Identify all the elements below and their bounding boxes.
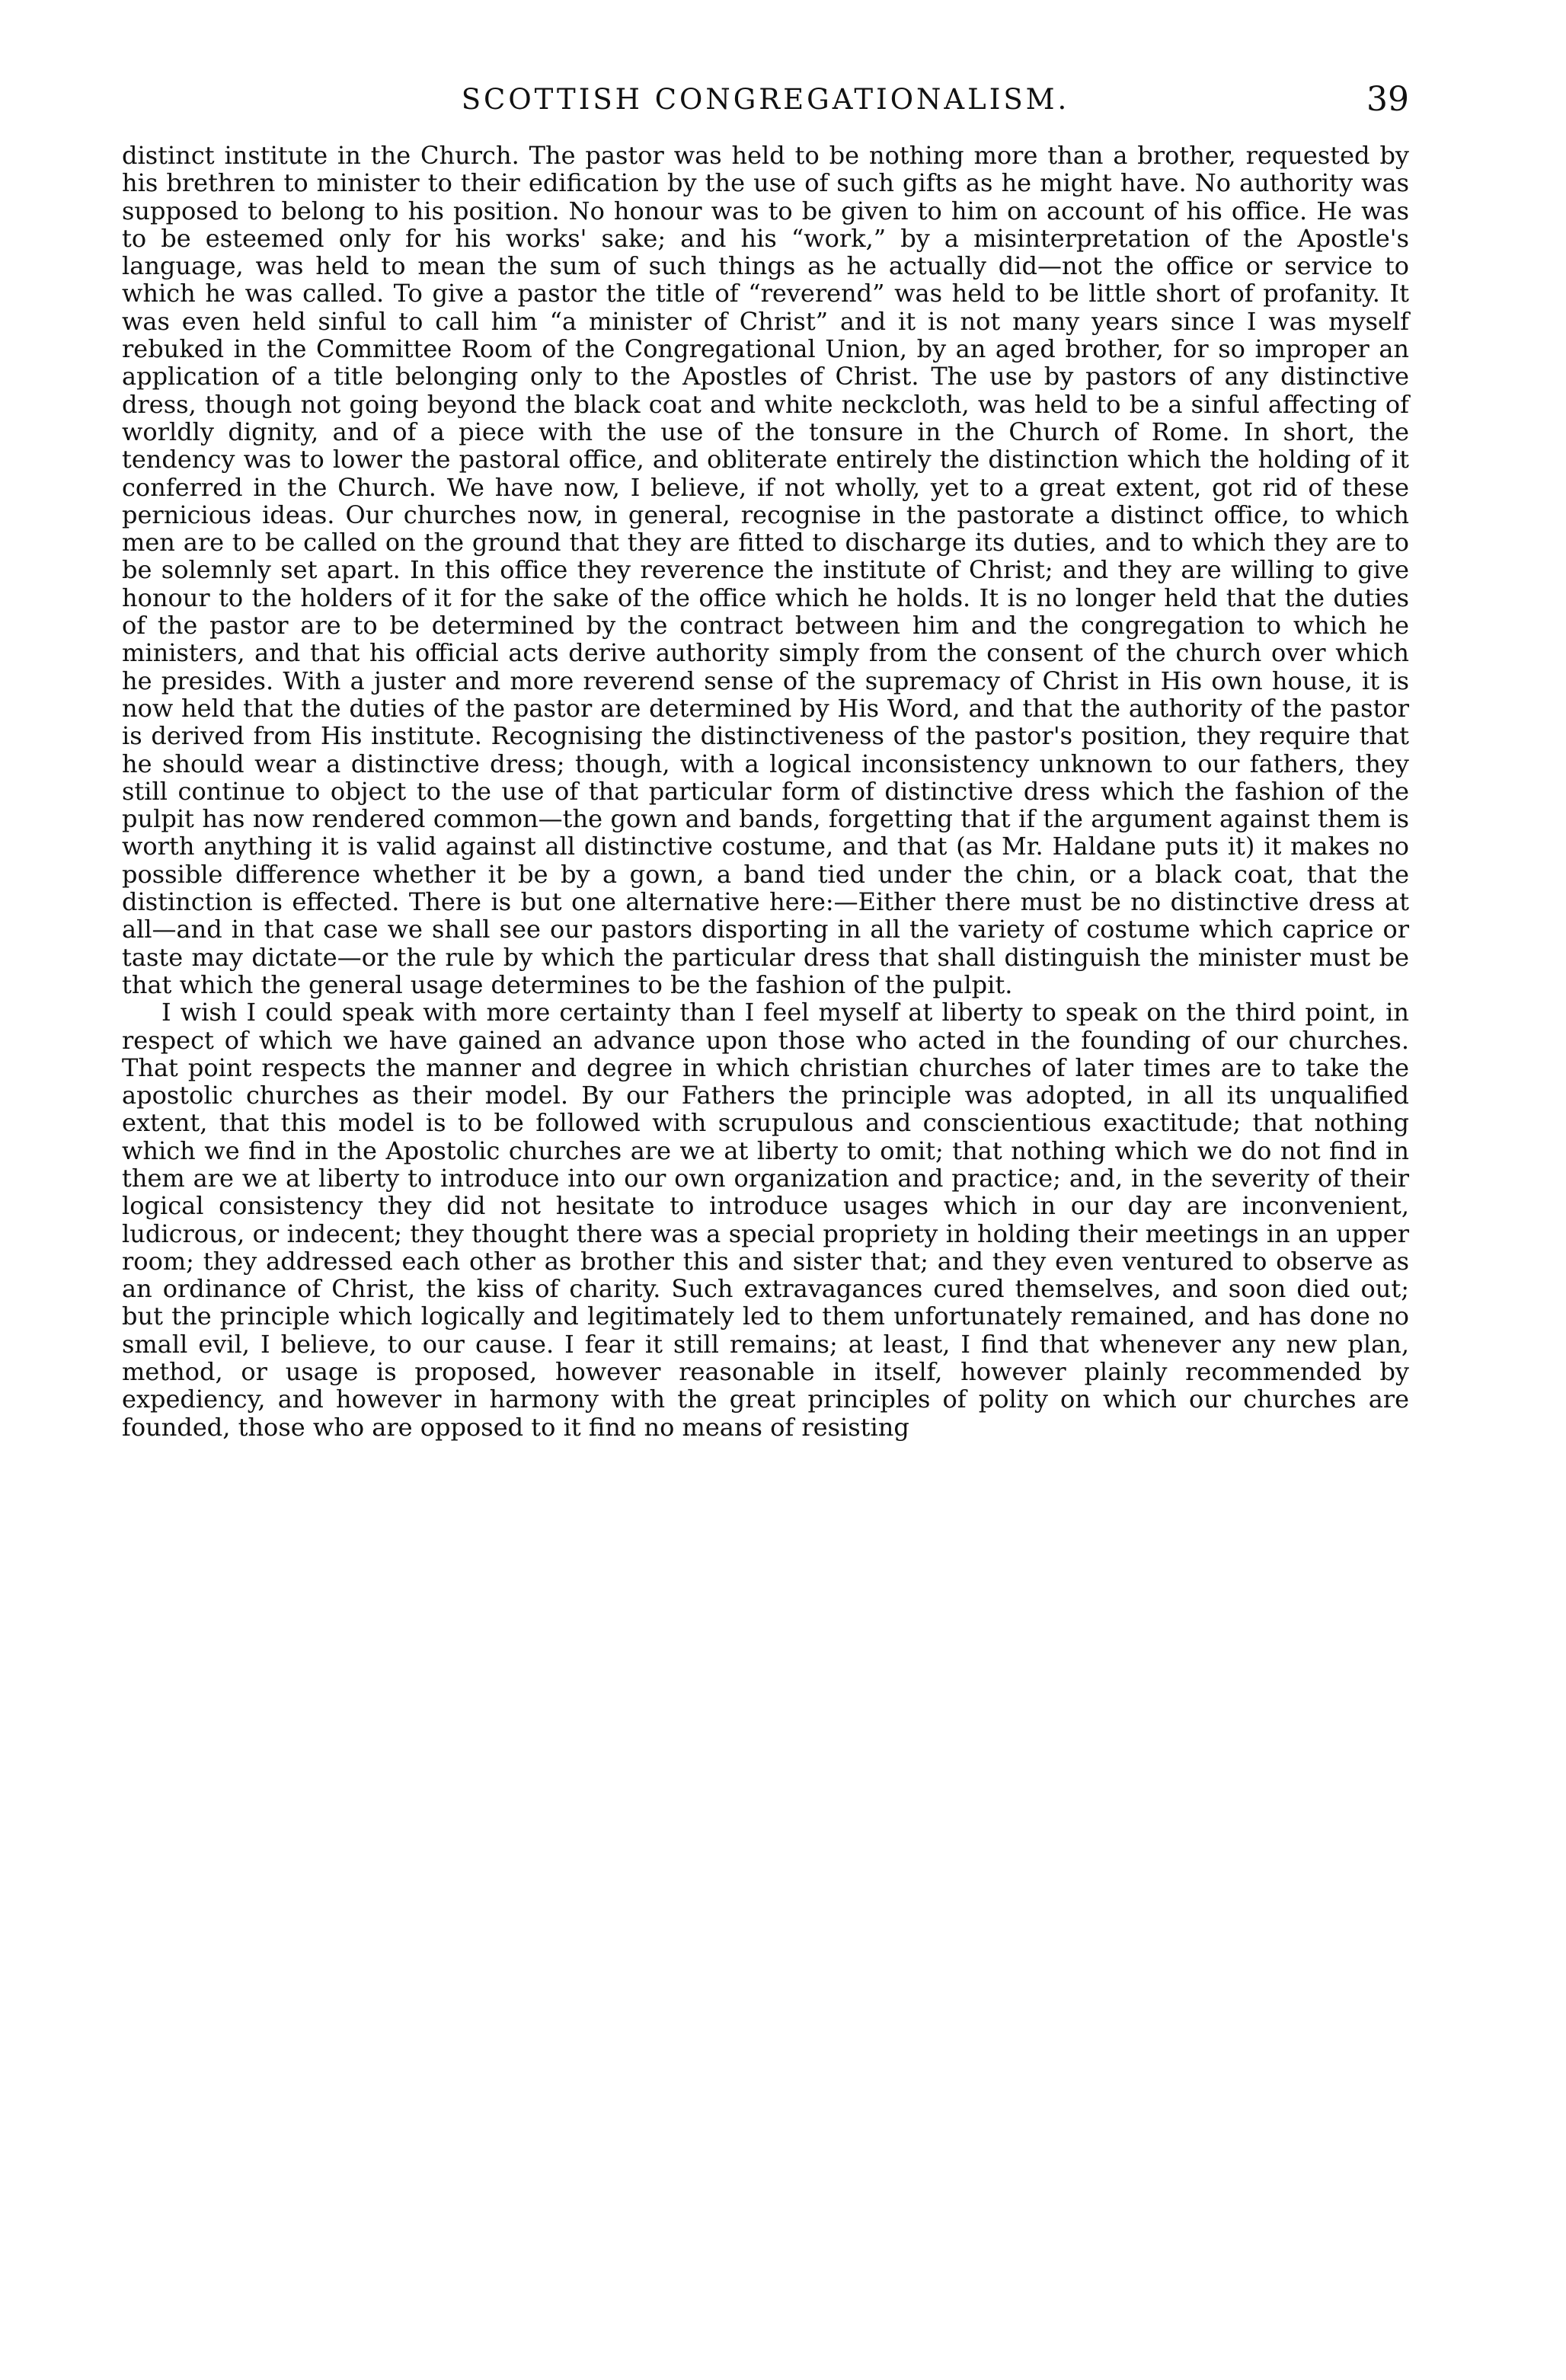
running-title: SCOTTISH CONGREGATIONALISM.: [461, 83, 1070, 116]
paragraph: distinct institute in the Church. The pastor was held to be nothing more than a brother, requested by his brethren to minister to their edification by the use of such gifts as he might have. No authority was supposed to belong to his position. No honour was to be given to him on account of his office. He was to be esteemed only for his works' sake; and his “work,” by a misinterpretation of the Apostle's language, was held to mean the sum of such things as he actually did—not the office or service to which he was called. To give a pastor the title of “reverend” was held to be little short of profanity. It was even held sinful to call him “a minister of Christ” and it is not many years since I was myself rebuked in the Committee Room of the Congregational Union, by an aged brother, for so improper an application of a title belonging only to the Apostles of Christ. The use by pastors of any distinctive dress, though not going beyond the black coat and white neckcloth, was held to be a sinful affecting of worldly dignity, and of a piece with the use of the tonsure in the Church of Rome. In short, the tendency was to lower the pastoral office, and obliterate entirely the distinction which the holding of it conferred in the Church. We have now, I believe, if not wholly, yet to a great extent, got rid of these pernicious ideas. Our churches now, in general, recognise in the pastorate a distinct office, to which men are to be called on the ground that they are fitted to discharge its duties, and to which they are to be solemnly set apart. In this office they reverence the institute of Christ; and they are willing to give honour to the holders of it for the sake of the office which he holds. It is no longer held that the duties of the pastor are to be determined by the contract between him and the congregation to which he ministers, and that his official acts derive authority simply from the consent of the church over which he presides. With a juster and more reverend sense of the supremacy of Christ in His own house, it is now held that the duties of the pastor are determined by His Word, and that the authority of the pastor is derived from His institute. Recognising the distinctiveness of the pastor's position, they require that he should wear a distinctive dress; though, with a logical inconsistency unknown to our fathers, they still continue to object to the use of that particular form of distinctive dress which the fashion of the pulpit has now rendered common—the gown and bands, forgetting that if the argument against them is worth anything it is valid against all distinctive costume, and that (as Mr. Haldane puts it) it makes no possible difference whether it be by a gown, a band tied under the chin, or a black coat, that the distinction is effected. There is but one alternative here:—Either there must be no distinctive dress at all—and in that case we shall see our pastors disporting in all the variety of costume which caprice or taste may dictate—or the rule by which the particular dress that shall distinguish the minister must be that which the general usage determines to be the fashion of the pulpit.: [122, 141, 1409, 999]
paragraph: I wish I could speak with more certainty than I feel myself at liberty to speak on the third point, in respect of which we have gained an advance upon those who acted in the founding of our churches. That point respects the manner and degree in which christian churches of later times are to take the apostolic churches as their model. By our Fathers the principle was adopted, in all its unqualified extent, that this model is to be followed with scrupulous and conscientious exactitude; that nothing which we find in the Apostolic churches are we at liberty to omit; that nothing which we do not find in them are we at liberty to introduce into our own organization and practice; and, in the severity of their logical consistency they did not hesitate to introduce usages which in our day are inconvenient, ludicrous, or indecent; they thought there was a special propriety in holding their meetings in an upper room; they addressed each other as brother this and sister that; and they even ventured to observe as an ordinance of Christ, the kiss of charity. Such extravagances cured themselves, and soon died out; but the principle which logically and legitimately led to them unfortunately remained, and has done no small evil, I believe, to our cause. I fear it still remains; at least, I find that whenever any new plan, method, or usage is proposed, however reasonable in itself, however plainly recommended by expediency, and however in harmony with the great principles of polity on which our churches are founded, those who are opposed to it find no means of resisting: [122, 998, 1409, 1442]
page-number: 39: [1366, 80, 1409, 119]
page-header: [122, 73, 1409, 126]
body-text: [122, 142, 1409, 1441]
